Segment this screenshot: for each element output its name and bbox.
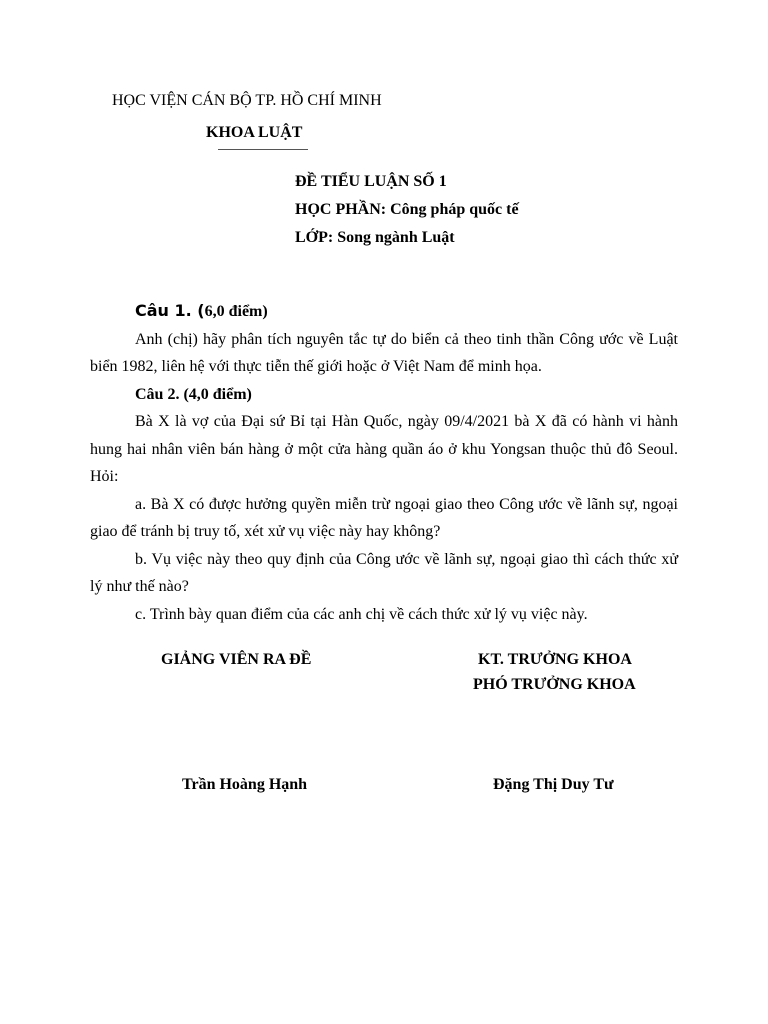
question-2-part-a: a. Bà X có được hưởng quyền miễn trừ ngoại giao theo Công ước về lãnh sự, ngoại giao để tránh bị truy tố, xét xử vụ việc này hay không?	[90, 495, 678, 540]
question-1-label: Câu 1. (	[135, 301, 205, 320]
question-1-body: Anh (chị) hãy phân tích nguyên tắc tự do biển cả theo tinh thần Công ước về Luật biển 1982, liên hệ với thực tiễn thế giới hoặc ở Việt Nam để minh họa.	[90, 330, 678, 375]
lecturer-title: GIẢNG VIÊN RA ĐỀ	[161, 651, 312, 668]
institute-name: HỌC VIỆN CÁN BỘ TP. HỒ CHÍ MINH	[112, 92, 382, 109]
question-1-heading	[90, 297, 678, 326]
faculty-name: KHOA LUẬT	[206, 124, 303, 141]
course-name: HỌC PHẦN: Công pháp quốc tế	[295, 201, 519, 218]
faculty-underline	[218, 149, 308, 150]
question-2-part-b: b. Vụ việc này theo quy định của Công ước về lãnh sự, ngoại giao thì cách thức xử lý như thế nào?	[90, 550, 678, 595]
class-name: LỚP: Song ngành Luật	[295, 229, 455, 246]
question-1-points: 6,0 điểm)	[204, 303, 268, 320]
exam-questions	[90, 297, 678, 628]
question-2-part-c: c. Trình bày quan điểm của các anh chị về cách thức xử lý vụ việc này.	[135, 605, 588, 623]
exam-title: ĐỀ TIỂU LUẬN SỐ 1	[295, 173, 447, 190]
question-2-heading: Câu 2. (4,0 điểm)	[135, 385, 252, 403]
vice-dean-name: Đặng Thị Duy Tư	[493, 776, 614, 793]
vice-dean-title: PHÓ TRƯỞNG KHOA	[473, 676, 636, 693]
dean-title: KT. TRƯỞNG KHOA	[478, 651, 632, 668]
lecturer-name: Trần Hoàng Hạnh	[182, 776, 308, 793]
question-2-body: Bà X là vợ của Đại sứ Bỉ tại Hàn Quốc, ngày 09/4/2021 bà X đã có hành vi hành hung hai nhân viên bán hàng ở một cửa hàng quần áo ở khu Yongsan thuộc thủ đô Seoul. Hỏi:	[90, 413, 678, 485]
